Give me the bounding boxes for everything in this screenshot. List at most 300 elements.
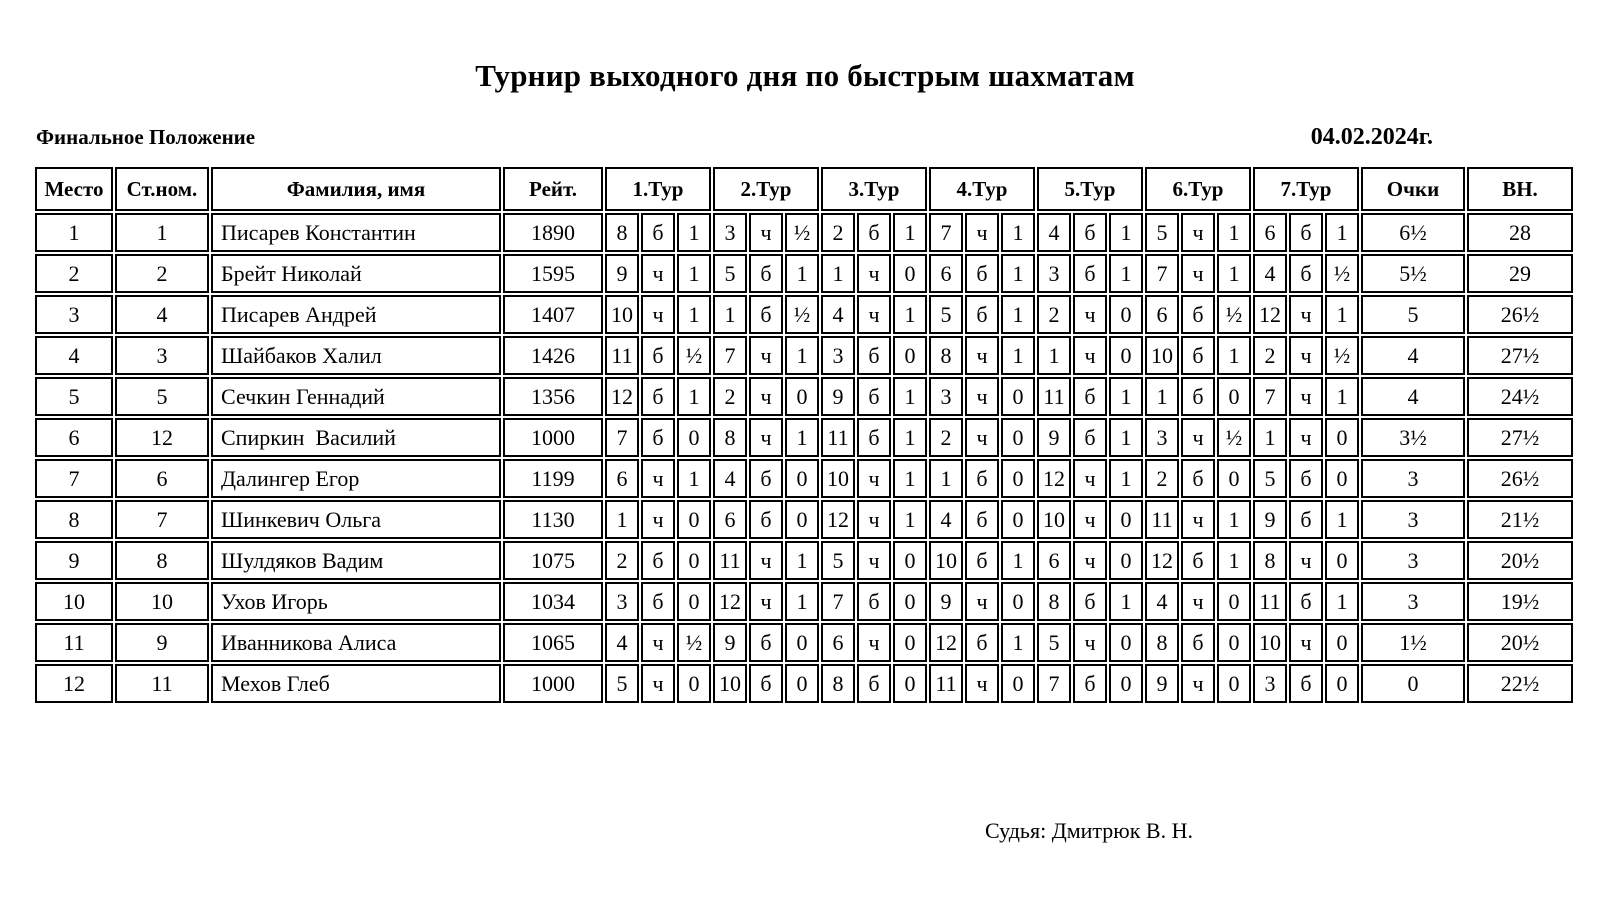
buchholz-cell: 27½: [1467, 336, 1573, 375]
round-4-result-cell: 0: [1001, 664, 1035, 703]
round-3-color-cell: б: [857, 664, 891, 703]
round-4-color-cell: ч: [965, 582, 999, 621]
player-name-cell: Брейт Николай: [211, 254, 501, 293]
player-name-cell: Шайбаков Халил: [211, 336, 501, 375]
round-3-result-cell: 0: [893, 336, 927, 375]
round-6-result-cell: ½: [1217, 418, 1251, 457]
round-3-result-cell: 1: [893, 459, 927, 498]
round-5-result-cell: 0: [1109, 623, 1143, 662]
rating-cell: 1356: [503, 377, 603, 416]
round-3-result-cell: 1: [893, 418, 927, 457]
round-3-color-cell: ч: [857, 541, 891, 580]
round-6-color-cell: б: [1181, 459, 1215, 498]
buchholz-cell: 20½: [1467, 541, 1573, 580]
round-2-result-cell: 1: [785, 418, 819, 457]
points-cell: 1½: [1361, 623, 1465, 662]
round-4-opponent-cell: 12: [929, 623, 963, 662]
round-1-color-cell: б: [641, 541, 675, 580]
player-name-cell: Шинкевич Ольга: [211, 500, 501, 539]
round-6-color-cell: ч: [1181, 418, 1215, 457]
round-1-opponent-cell: 11: [605, 336, 639, 375]
buchholz-cell: 28: [1467, 213, 1573, 252]
round-5-color-cell: б: [1073, 377, 1107, 416]
round-2-result-cell: 0: [785, 459, 819, 498]
round-1-color-cell: ч: [641, 500, 675, 539]
points-cell: 3: [1361, 541, 1465, 580]
round-3-result-cell: 0: [893, 623, 927, 662]
round-3-color-cell: б: [857, 213, 891, 252]
player-name-cell: Спиркин Василий: [211, 418, 501, 457]
round-7-color-cell: ч: [1289, 295, 1323, 334]
buchholz-cell: 26½: [1467, 295, 1573, 334]
round-4-color-cell: б: [965, 459, 999, 498]
round-3-opponent-cell: 8: [821, 664, 855, 703]
round-2-color-cell: ч: [749, 377, 783, 416]
header-player-name: Фамилия, имя: [211, 167, 501, 211]
rating-cell: 1130: [503, 500, 603, 539]
round-1-result-cell: 1: [677, 254, 711, 293]
round-1-result-cell: 1: [677, 459, 711, 498]
header-round-6: 6.Тур: [1145, 167, 1251, 211]
table-row: [35, 500, 1573, 539]
table-row: [35, 664, 1573, 703]
place-cell: 11: [35, 623, 113, 662]
round-6-opponent-cell: 6: [1145, 295, 1179, 334]
round-6-color-cell: б: [1181, 336, 1215, 375]
start-number-cell: 5: [115, 377, 209, 416]
header-buchholz: ВН.: [1467, 167, 1573, 211]
round-6-color-cell: б: [1181, 377, 1215, 416]
header-points: Очки: [1361, 167, 1465, 211]
round-5-color-cell: ч: [1073, 623, 1107, 662]
round-2-opponent-cell: 11: [713, 541, 747, 580]
start-number-cell: 9: [115, 623, 209, 662]
round-5-color-cell: б: [1073, 664, 1107, 703]
round-7-opponent-cell: 10: [1253, 623, 1287, 662]
round-1-opponent-cell: 4: [605, 623, 639, 662]
round-6-opponent-cell: 10: [1145, 336, 1179, 375]
round-1-color-cell: б: [641, 213, 675, 252]
round-5-color-cell: б: [1073, 213, 1107, 252]
points-cell: 6½: [1361, 213, 1465, 252]
round-7-opponent-cell: 6: [1253, 213, 1287, 252]
round-5-opponent-cell: 2: [1037, 295, 1071, 334]
round-7-result-cell: 0: [1325, 541, 1359, 580]
points-cell: 4: [1361, 336, 1465, 375]
round-5-opponent-cell: 12: [1037, 459, 1071, 498]
round-2-result-cell: 1: [785, 254, 819, 293]
table-row: [35, 254, 1573, 293]
round-2-color-cell: ч: [749, 418, 783, 457]
round-2-color-cell: б: [749, 623, 783, 662]
points-cell: 5½: [1361, 254, 1465, 293]
rating-cell: 1407: [503, 295, 603, 334]
round-7-color-cell: б: [1289, 459, 1323, 498]
player-name-cell: Писарев Константин: [211, 213, 501, 252]
round-7-opponent-cell: 9: [1253, 500, 1287, 539]
header-round-7: 7.Тур: [1253, 167, 1359, 211]
round-2-result-cell: 0: [785, 623, 819, 662]
round-2-opponent-cell: 4: [713, 459, 747, 498]
round-5-opponent-cell: 5: [1037, 623, 1071, 662]
round-7-color-cell: ч: [1289, 418, 1323, 457]
round-7-color-cell: б: [1289, 664, 1323, 703]
round-4-result-cell: 1: [1001, 254, 1035, 293]
round-2-opponent-cell: 12: [713, 582, 747, 621]
rating-cell: 1426: [503, 336, 603, 375]
round-5-opponent-cell: 1: [1037, 336, 1071, 375]
round-5-opponent-cell: 9: [1037, 418, 1071, 457]
round-4-result-cell: 0: [1001, 500, 1035, 539]
points-cell: 3: [1361, 500, 1465, 539]
round-5-result-cell: 1: [1109, 418, 1143, 457]
player-name-cell: Писарев Андрей: [211, 295, 501, 334]
round-5-opponent-cell: 3: [1037, 254, 1071, 293]
place-cell: 9: [35, 541, 113, 580]
round-5-opponent-cell: 8: [1037, 582, 1071, 621]
round-2-opponent-cell: 1: [713, 295, 747, 334]
round-6-result-cell: 0: [1217, 377, 1251, 416]
round-5-opponent-cell: 10: [1037, 500, 1071, 539]
round-1-opponent-cell: 7: [605, 418, 639, 457]
round-5-result-cell: 1: [1109, 254, 1143, 293]
round-6-opponent-cell: 11: [1145, 500, 1179, 539]
round-3-result-cell: 0: [893, 254, 927, 293]
round-3-result-cell: 0: [893, 541, 927, 580]
round-1-color-cell: б: [641, 582, 675, 621]
round-2-color-cell: ч: [749, 582, 783, 621]
round-4-color-cell: б: [965, 541, 999, 580]
round-6-result-cell: 1: [1217, 254, 1251, 293]
place-cell: 8: [35, 500, 113, 539]
start-number-cell: 10: [115, 582, 209, 621]
round-6-color-cell: ч: [1181, 500, 1215, 539]
round-4-color-cell: ч: [965, 213, 999, 252]
round-2-color-cell: б: [749, 254, 783, 293]
round-3-opponent-cell: 5: [821, 541, 855, 580]
round-3-color-cell: б: [857, 582, 891, 621]
header-round-4: 4.Тур: [929, 167, 1035, 211]
round-5-color-cell: б: [1073, 582, 1107, 621]
round-7-result-cell: 0: [1325, 418, 1359, 457]
round-1-color-cell: б: [641, 377, 675, 416]
round-4-result-cell: 0: [1001, 582, 1035, 621]
round-5-result-cell: 0: [1109, 664, 1143, 703]
round-3-result-cell: 1: [893, 295, 927, 334]
round-1-result-cell: 0: [677, 664, 711, 703]
header-round-5: 5.Тур: [1037, 167, 1143, 211]
round-2-opponent-cell: 3: [713, 213, 747, 252]
round-5-result-cell: 1: [1109, 213, 1143, 252]
buchholz-cell: 22½: [1467, 664, 1573, 703]
round-4-result-cell: 1: [1001, 336, 1035, 375]
header-start-number: Ст.ном.: [115, 167, 209, 211]
round-1-color-cell: б: [641, 336, 675, 375]
header-place: Место: [35, 167, 113, 211]
start-number-cell: 2: [115, 254, 209, 293]
rating-cell: 1065: [503, 623, 603, 662]
round-6-result-cell: 1: [1217, 500, 1251, 539]
round-6-result-cell: 0: [1217, 582, 1251, 621]
round-5-color-cell: ч: [1073, 336, 1107, 375]
round-3-opponent-cell: 12: [821, 500, 855, 539]
round-3-color-cell: ч: [857, 500, 891, 539]
round-3-opponent-cell: 10: [821, 459, 855, 498]
round-2-opponent-cell: 5: [713, 254, 747, 293]
start-number-cell: 6: [115, 459, 209, 498]
round-1-color-cell: ч: [641, 254, 675, 293]
round-4-result-cell: 0: [1001, 418, 1035, 457]
round-1-color-cell: ч: [641, 459, 675, 498]
round-7-color-cell: б: [1289, 582, 1323, 621]
place-cell: 2: [35, 254, 113, 293]
round-7-opponent-cell: 3: [1253, 664, 1287, 703]
round-1-opponent-cell: 9: [605, 254, 639, 293]
round-2-result-cell: ½: [785, 213, 819, 252]
judge-signature: Судья: Дмитрюк В. Н.: [985, 818, 1193, 843]
round-6-result-cell: 1: [1217, 213, 1251, 252]
round-4-color-cell: ч: [965, 336, 999, 375]
rating-cell: 1595: [503, 254, 603, 293]
header-round-2: 2.Тур: [713, 167, 819, 211]
buchholz-cell: 20½: [1467, 623, 1573, 662]
round-1-result-cell: 0: [677, 541, 711, 580]
start-number-cell: 1: [115, 213, 209, 252]
round-2-opponent-cell: 8: [713, 418, 747, 457]
round-2-opponent-cell: 10: [713, 664, 747, 703]
round-6-opponent-cell: 1: [1145, 377, 1179, 416]
header-rating: Рейт.: [503, 167, 603, 211]
round-3-color-cell: ч: [857, 459, 891, 498]
player-name-cell: Иванникова Алиса: [211, 623, 501, 662]
final-standings-label: Финальное Положение: [36, 125, 256, 149]
table-row: [35, 541, 1573, 580]
table-row: [35, 336, 1573, 375]
place-cell: 4: [35, 336, 113, 375]
round-2-color-cell: б: [749, 664, 783, 703]
round-1-result-cell: 1: [677, 295, 711, 334]
round-4-result-cell: 1: [1001, 213, 1035, 252]
round-7-result-cell: 1: [1325, 582, 1359, 621]
round-3-result-cell: 0: [893, 582, 927, 621]
round-5-result-cell: 0: [1109, 500, 1143, 539]
round-7-opponent-cell: 11: [1253, 582, 1287, 621]
table-row: [35, 377, 1573, 416]
round-4-opponent-cell: 2: [929, 418, 963, 457]
tournament-standings-page: [0, 58, 1610, 918]
rating-cell: 1000: [503, 664, 603, 703]
table-row: [35, 295, 1573, 334]
round-4-opponent-cell: 4: [929, 500, 963, 539]
round-2-color-cell: б: [749, 459, 783, 498]
tournament-date: 04.02.2024г.: [1310, 124, 1433, 150]
round-2-opponent-cell: 6: [713, 500, 747, 539]
round-6-result-cell: ½: [1217, 295, 1251, 334]
player-name-cell: Шулдяков Вадим: [211, 541, 501, 580]
round-6-color-cell: б: [1181, 541, 1215, 580]
rating-cell: 1199: [503, 459, 603, 498]
round-4-opponent-cell: 9: [929, 582, 963, 621]
header-round-1: 1.Тур: [605, 167, 711, 211]
round-7-opponent-cell: 7: [1253, 377, 1287, 416]
round-1-result-cell: 1: [677, 213, 711, 252]
round-7-result-cell: 0: [1325, 623, 1359, 662]
round-1-opponent-cell: 6: [605, 459, 639, 498]
round-1-result-cell: 0: [677, 582, 711, 621]
round-5-color-cell: ч: [1073, 500, 1107, 539]
points-cell: 3½: [1361, 418, 1465, 457]
round-5-result-cell: 0: [1109, 336, 1143, 375]
round-7-color-cell: б: [1289, 500, 1323, 539]
round-4-opponent-cell: 5: [929, 295, 963, 334]
place-cell: 1: [35, 213, 113, 252]
results-tbody: [35, 213, 1573, 703]
start-number-cell: 12: [115, 418, 209, 457]
round-3-result-cell: 0: [893, 664, 927, 703]
table-row: [35, 213, 1573, 252]
player-name-cell: Далингер Егор: [211, 459, 501, 498]
page-title: Турнир выходного дня по быстрым шахматам: [475, 58, 1135, 93]
round-4-result-cell: 1: [1001, 295, 1035, 334]
round-5-result-cell: 1: [1109, 582, 1143, 621]
round-2-opponent-cell: 2: [713, 377, 747, 416]
round-1-color-cell: ч: [641, 295, 675, 334]
round-6-opponent-cell: 12: [1145, 541, 1179, 580]
round-7-color-cell: ч: [1289, 541, 1323, 580]
buchholz-cell: 21½: [1467, 500, 1573, 539]
header-round-3: 3.Тур: [821, 167, 927, 211]
round-4-color-cell: ч: [965, 418, 999, 457]
round-4-color-cell: б: [965, 295, 999, 334]
round-1-result-cell: 0: [677, 418, 711, 457]
round-7-color-cell: ч: [1289, 623, 1323, 662]
round-4-result-cell: 0: [1001, 459, 1035, 498]
round-3-result-cell: 1: [893, 213, 927, 252]
start-number-cell: 11: [115, 664, 209, 703]
place-cell: 7: [35, 459, 113, 498]
round-6-result-cell: 0: [1217, 664, 1251, 703]
round-7-opponent-cell: 4: [1253, 254, 1287, 293]
round-7-opponent-cell: 5: [1253, 459, 1287, 498]
round-4-color-cell: б: [965, 500, 999, 539]
round-6-opponent-cell: 8: [1145, 623, 1179, 662]
player-name-cell: Мехов Глеб: [211, 664, 501, 703]
points-cell: 0: [1361, 664, 1465, 703]
round-6-opponent-cell: 7: [1145, 254, 1179, 293]
round-6-color-cell: ч: [1181, 254, 1215, 293]
round-3-color-cell: ч: [857, 623, 891, 662]
round-1-opponent-cell: 2: [605, 541, 639, 580]
round-5-color-cell: б: [1073, 254, 1107, 293]
table-row: [35, 623, 1573, 662]
round-5-opponent-cell: 6: [1037, 541, 1071, 580]
round-4-color-cell: б: [965, 623, 999, 662]
round-6-opponent-cell: 4: [1145, 582, 1179, 621]
round-3-opponent-cell: 2: [821, 213, 855, 252]
round-4-result-cell: 1: [1001, 541, 1035, 580]
start-number-cell: 7: [115, 500, 209, 539]
round-1-opponent-cell: 10: [605, 295, 639, 334]
round-4-color-cell: ч: [965, 377, 999, 416]
round-4-opponent-cell: 11: [929, 664, 963, 703]
round-5-color-cell: ч: [1073, 295, 1107, 334]
buchholz-cell: 29: [1467, 254, 1573, 293]
table-row: [35, 582, 1573, 621]
table-row: [35, 418, 1573, 457]
round-3-result-cell: 1: [893, 500, 927, 539]
round-1-opponent-cell: 3: [605, 582, 639, 621]
round-7-opponent-cell: 1: [1253, 418, 1287, 457]
round-7-color-cell: б: [1289, 213, 1323, 252]
round-6-color-cell: ч: [1181, 582, 1215, 621]
round-6-opponent-cell: 2: [1145, 459, 1179, 498]
round-5-color-cell: б: [1073, 418, 1107, 457]
round-6-result-cell: 1: [1217, 336, 1251, 375]
round-1-result-cell: ½: [677, 623, 711, 662]
round-4-opponent-cell: 8: [929, 336, 963, 375]
points-cell: 3: [1361, 459, 1465, 498]
round-3-color-cell: б: [857, 377, 891, 416]
round-6-result-cell: 0: [1217, 623, 1251, 662]
round-2-color-cell: б: [749, 500, 783, 539]
round-3-opponent-cell: 4: [821, 295, 855, 334]
round-4-color-cell: б: [965, 254, 999, 293]
round-5-color-cell: ч: [1073, 541, 1107, 580]
round-5-opponent-cell: 4: [1037, 213, 1071, 252]
round-2-color-cell: ч: [749, 541, 783, 580]
round-3-opponent-cell: 6: [821, 623, 855, 662]
buchholz-cell: 27½: [1467, 418, 1573, 457]
round-5-result-cell: 1: [1109, 377, 1143, 416]
round-6-color-cell: ч: [1181, 213, 1215, 252]
results-table: [33, 165, 1575, 705]
round-5-result-cell: 0: [1109, 295, 1143, 334]
round-7-opponent-cell: 12: [1253, 295, 1287, 334]
round-2-opponent-cell: 9: [713, 623, 747, 662]
start-number-cell: 3: [115, 336, 209, 375]
round-3-result-cell: 1: [893, 377, 927, 416]
place-cell: 10: [35, 582, 113, 621]
round-1-color-cell: б: [641, 418, 675, 457]
round-7-color-cell: б: [1289, 254, 1323, 293]
round-4-opponent-cell: 1: [929, 459, 963, 498]
round-6-result-cell: 1: [1217, 541, 1251, 580]
round-4-opponent-cell: 6: [929, 254, 963, 293]
round-6-opponent-cell: 5: [1145, 213, 1179, 252]
round-7-result-cell: 0: [1325, 664, 1359, 703]
points-cell: 5: [1361, 295, 1465, 334]
round-2-result-cell: ½: [785, 295, 819, 334]
round-7-opponent-cell: 8: [1253, 541, 1287, 580]
round-5-result-cell: 1: [1109, 459, 1143, 498]
rating-cell: 1075: [503, 541, 603, 580]
round-7-result-cell: 1: [1325, 295, 1359, 334]
place-cell: 12: [35, 664, 113, 703]
round-2-result-cell: 1: [785, 336, 819, 375]
round-3-opponent-cell: 7: [821, 582, 855, 621]
round-1-opponent-cell: 8: [605, 213, 639, 252]
buchholz-cell: 26½: [1467, 459, 1573, 498]
round-6-color-cell: б: [1181, 295, 1215, 334]
round-7-color-cell: ч: [1289, 377, 1323, 416]
round-4-result-cell: 0: [1001, 377, 1035, 416]
round-1-opponent-cell: 5: [605, 664, 639, 703]
round-1-opponent-cell: 1: [605, 500, 639, 539]
round-3-color-cell: б: [857, 336, 891, 375]
round-2-result-cell: 0: [785, 500, 819, 539]
round-2-result-cell: 1: [785, 582, 819, 621]
player-name-cell: Сечкин Геннадий: [211, 377, 501, 416]
